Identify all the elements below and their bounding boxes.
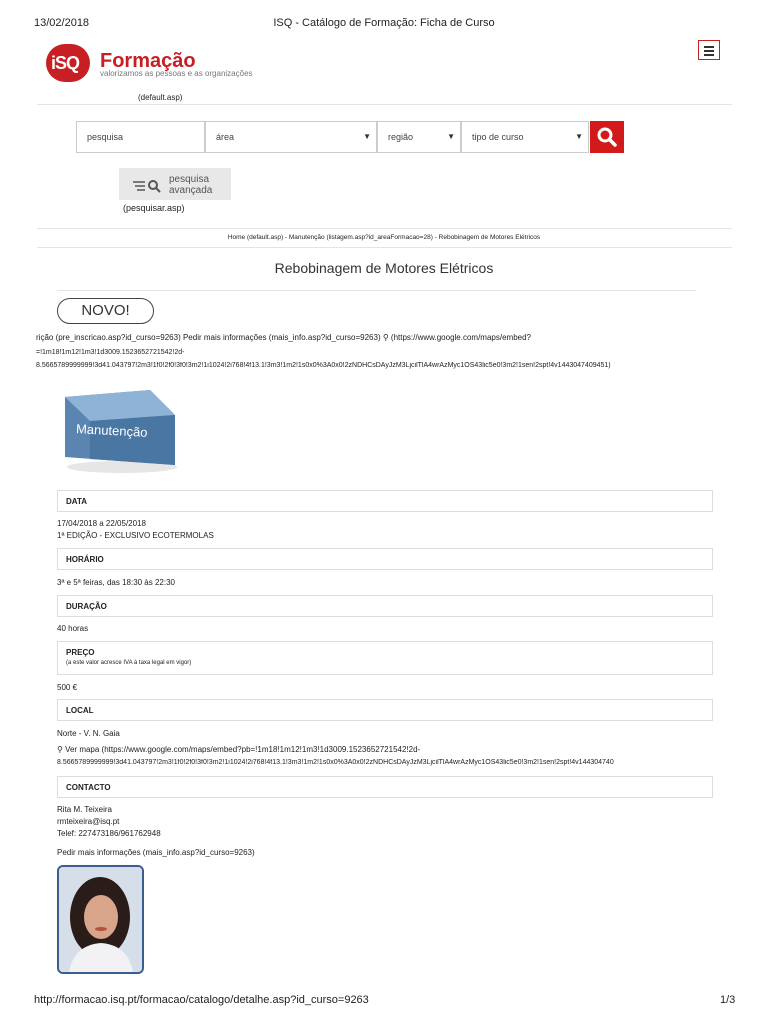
schedule-header: HORÁRIO (57, 548, 713, 570)
area-select[interactable]: área ▼ (205, 121, 377, 153)
date-value: 17/04/2018 a 22/05/2018 (57, 519, 146, 528)
location-header: LOCAL (57, 699, 713, 721)
price-note: (a este valor acresce IVA à taxa legal em vigor) (66, 660, 192, 666)
print-date: 13/02/2018 (34, 17, 90, 29)
divider (57, 290, 696, 291)
category-label: Manutenção (75, 421, 148, 440)
brand-name: Formação (100, 50, 196, 72)
search-icon (590, 121, 624, 153)
caret-down-icon: ▼ (363, 132, 371, 141)
contact-photo (57, 865, 144, 974)
search-input[interactable]: pesquisa (76, 121, 205, 153)
course-type-select[interactable]: tipo de curso ▼ (461, 121, 589, 153)
breadcrumb[interactable]: Home (default.asp) - Manutenção (listagem.asp?id_areaFormacao=28) - Rebobinagem de Motores Elétricos (227, 234, 541, 241)
filter-search-icon (133, 179, 163, 193)
hamburger-menu-icon[interactable] (698, 40, 720, 60)
price-value: 500 € (57, 683, 78, 692)
divider (37, 104, 732, 105)
schedule-value: 3ª e 5ª feiras, das 18:30 às 22:30 (57, 578, 175, 587)
page-number: 1/3 (720, 994, 736, 1006)
duration-value: 40 horas (57, 624, 89, 633)
category-image (60, 385, 180, 475)
map-url-line3[interactable]: 8.5665789999999!3d41.043797!2m3!1f0!2f0!3f0!3m2!1i1024!2i768!4f13.1!3m3!1m2!1s0x0%3A0x0!2zNDHCsDAyJzM3LjcilTlA4wrAzMyc1OS43lic5e0!3m2!1sen!2spt!4v1443047409451) (36, 362, 611, 369)
contact-name: Rita M. Teixeira (57, 805, 112, 814)
location-value: Norte - V. N. Gaia (57, 729, 120, 738)
date-header: DATA (57, 490, 713, 512)
map-url-line2[interactable]: =!1m18!1m12!1m3!1d3009.1523652721542!2d- (36, 349, 185, 356)
caret-down-icon: ▼ (447, 132, 455, 141)
contact-phone: Telef: 227473186/961762948 (57, 829, 161, 838)
isq-logo[interactable]: iSQ (46, 44, 90, 82)
divider (37, 247, 732, 248)
map-link-line2[interactable]: 8.5665789999999!3d41.043797!2m3!1f0!2f0!3f0!3m2!1i1024!2i768!4f13.1!3m3!1m2!1s0x0%3A0x0!2zNDHCsDAyJzM3LjcilTlA4wrAzMyc1OS43lic5e0!3m2!1sen!2spt!4v144304740 (57, 759, 614, 766)
map-link-line1[interactable]: ⚲ Ver mapa (https://www.google.com/maps/embed?pb=!1m18!1m12!1m3!1d3009.1523652721542!2d- (57, 745, 421, 754)
brand-tagline: valorizamos as pessoas e as organizações (100, 69, 253, 78)
person-avatar-icon (59, 867, 142, 972)
divider (37, 228, 732, 229)
advanced-search-link[interactable]: (pesquisar.asp) (123, 203, 185, 213)
caret-down-icon: ▼ (575, 132, 583, 141)
duration-header: DURAÇÃO (57, 595, 713, 617)
home-link[interactable]: (default.asp) (138, 93, 183, 102)
region-select[interactable]: região ▼ (377, 121, 461, 153)
advanced-label-line1: pesquisa (169, 174, 210, 185)
print-title: ISQ - Catálogo de Formação: Ficha de Curso (273, 17, 495, 29)
contact-header: CONTACTO (57, 776, 713, 798)
print-url: http://formacao.isq.pt/formacao/catalogo/detalhe.asp?id_curso=9263 (34, 994, 369, 1006)
more-info-link[interactable]: Pedir mais informações (mais_info.asp?id_curso=9263) (57, 848, 255, 857)
page-title: Rebobinagem de Motores Elétricos (274, 260, 494, 276)
search-button[interactable] (590, 121, 624, 153)
contact-email[interactable]: rmteixeira@isq.pt (57, 817, 120, 826)
price-header: PREÇO (a este valor acresce IVA à taxa legal em vigor) (57, 641, 713, 675)
advanced-label-line2: avançada (169, 185, 213, 196)
edition-value: 1ª EDIÇÃO - EXCLUSIVO ECOTERMOLAS (57, 531, 214, 540)
new-badge: NOVO! (57, 298, 154, 324)
actions-line[interactable]: rição (pre_inscricao.asp?id_curso=9263) Pedir mais informações (mais_info.asp?id_curso=9263) ⚲ (https://www.google.com/maps/embed? (36, 333, 531, 342)
advanced-search-button[interactable] (119, 168, 231, 200)
